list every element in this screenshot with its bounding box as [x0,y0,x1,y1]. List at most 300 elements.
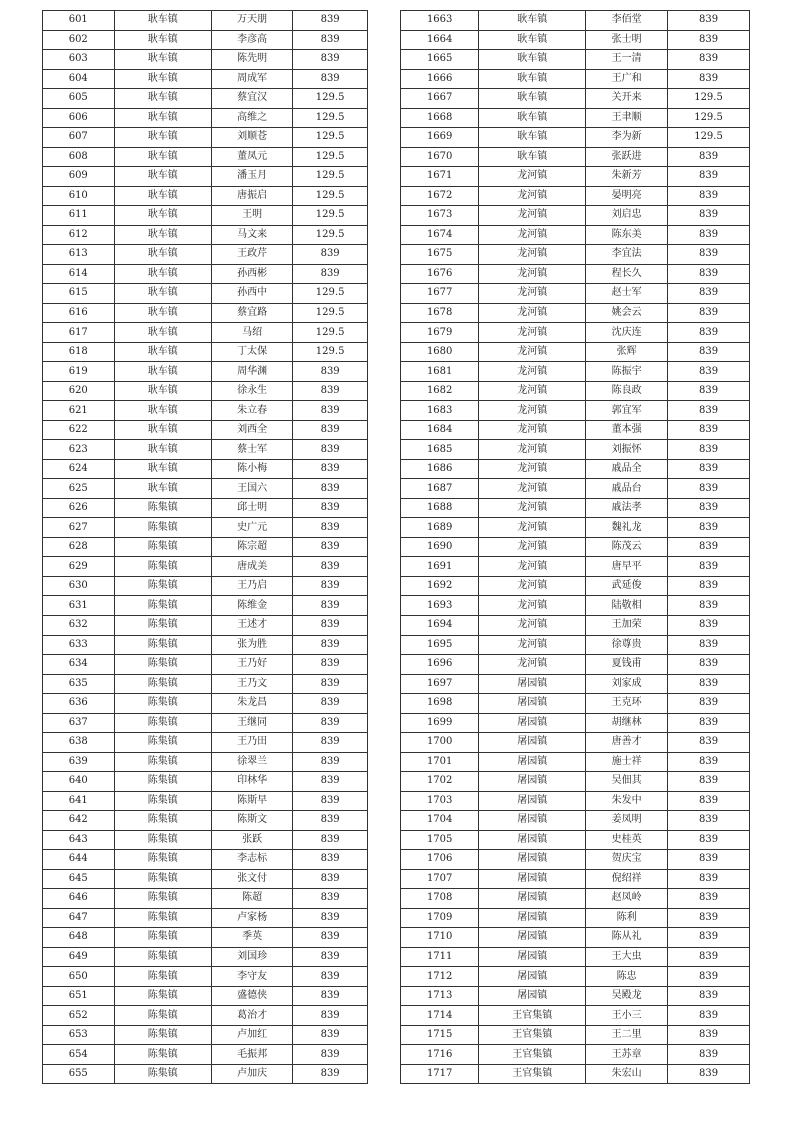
row-number-cell: 619 [43,362,115,382]
row-number-cell: 1682 [401,381,479,401]
town-cell: 龙河镇 [479,615,586,635]
row-number-cell: 1687 [401,479,479,499]
name-cell: 朱立春 [212,401,293,421]
table-row [43,11,368,31]
table-row [43,420,368,440]
row-number-cell: 1690 [401,537,479,557]
name-cell: 王乃田 [212,733,293,753]
town-cell: 耿车镇 [114,245,212,265]
table-row [43,1006,368,1026]
row-number-cell: 1701 [401,752,479,772]
amount-cell: 839 [293,655,368,675]
town-cell: 陈集镇 [114,830,212,850]
town-cell: 耿车镇 [114,128,212,148]
town-cell: 陈集镇 [114,772,212,792]
amount-cell: 839 [668,147,750,167]
name-cell: 张文付 [212,869,293,889]
name-cell: 唐善才 [586,733,668,753]
row-number-cell: 1671 [401,167,479,187]
amount-cell: 839 [668,1006,750,1026]
table-row [401,615,750,635]
row-number-cell: 647 [43,908,115,928]
row-number-cell: 1711 [401,947,479,967]
name-cell: 邱士明 [212,498,293,518]
name-cell: 丁太保 [212,342,293,362]
town-cell: 陈集镇 [114,655,212,675]
amount-cell: 129.5 [293,284,368,304]
amount-cell: 129.5 [293,128,368,148]
row-number-cell: 632 [43,615,115,635]
row-number-cell: 1707 [401,869,479,889]
name-cell: 陈小梅 [212,459,293,479]
amount-cell: 839 [293,69,368,89]
table-row [401,440,750,460]
row-number-cell: 646 [43,889,115,909]
row-number-cell: 1669 [401,128,479,148]
table-row [401,537,750,557]
row-number-cell: 1666 [401,69,479,89]
town-cell: 龙河镇 [479,323,586,343]
town-cell: 屠园镇 [479,674,586,694]
row-number-cell: 648 [43,928,115,948]
amount-cell: 129.5 [668,108,750,128]
row-number-cell: 1673 [401,206,479,226]
amount-cell: 839 [668,928,750,948]
table-row [401,908,750,928]
name-cell: 王继同 [212,713,293,733]
town-cell: 耿车镇 [114,69,212,89]
amount-cell: 839 [668,264,750,284]
row-number-cell: 1705 [401,830,479,850]
name-cell: 陈振宇 [586,362,668,382]
row-number-cell: 1699 [401,713,479,733]
town-cell: 龙河镇 [479,206,586,226]
town-cell: 屠园镇 [479,967,586,987]
town-cell: 耿车镇 [114,225,212,245]
town-cell: 耿车镇 [479,50,586,70]
name-cell: 唐振启 [212,186,293,206]
town-cell: 耿车镇 [114,459,212,479]
name-cell: 王聿顺 [586,108,668,128]
amount-cell: 839 [293,440,368,460]
amount-cell: 129.5 [293,303,368,323]
town-cell: 陈集镇 [114,557,212,577]
town-cell: 龙河镇 [479,342,586,362]
amount-cell: 839 [668,674,750,694]
amount-cell: 839 [293,518,368,538]
amount-cell: 839 [668,811,750,831]
town-cell: 屠园镇 [479,713,586,733]
town-cell: 耿车镇 [114,206,212,226]
row-number-cell: 653 [43,1025,115,1045]
table-row [43,362,368,382]
table-row [401,284,750,304]
name-cell: 周成军 [212,69,293,89]
town-cell: 耿车镇 [114,303,212,323]
name-cell: 万天朋 [212,11,293,31]
table-row [43,596,368,616]
name-cell: 李志标 [212,850,293,870]
town-cell: 龙河镇 [479,459,586,479]
amount-cell: 839 [293,420,368,440]
table-row [43,50,368,70]
row-number-cell: 606 [43,108,115,128]
table-row [401,655,750,675]
amount-cell: 839 [293,615,368,635]
town-cell: 龙河镇 [479,303,586,323]
row-number-cell: 1672 [401,186,479,206]
row-number-cell: 631 [43,596,115,616]
amount-cell: 839 [668,986,750,1006]
name-cell: 张为胜 [212,635,293,655]
town-cell: 耿车镇 [114,342,212,362]
table-row [43,772,368,792]
amount-cell: 129.5 [293,108,368,128]
row-number-cell: 618 [43,342,115,362]
row-number-cell: 615 [43,284,115,304]
table-row [43,694,368,714]
table-row [43,928,368,948]
table-row [43,518,368,538]
row-number-cell: 1685 [401,440,479,460]
table-row [401,11,750,31]
name-cell: 戚品台 [586,479,668,499]
name-cell: 徐尊贵 [586,635,668,655]
amount-cell: 839 [293,830,368,850]
row-number-cell: 1688 [401,498,479,518]
town-cell: 龙河镇 [479,420,586,440]
town-cell: 龙河镇 [479,479,586,499]
town-cell: 陈集镇 [114,928,212,948]
town-cell: 龙河镇 [479,264,586,284]
table-row [401,303,750,323]
amount-cell: 839 [668,869,750,889]
table-row [43,479,368,499]
row-number-cell: 643 [43,830,115,850]
row-number-cell: 1702 [401,772,479,792]
town-cell: 陈集镇 [114,869,212,889]
amount-cell: 839 [293,1064,368,1084]
name-cell: 施士祥 [586,752,668,772]
table-row [401,733,750,753]
table-row [401,811,750,831]
town-cell: 耿车镇 [114,401,212,421]
row-number-cell: 609 [43,167,115,187]
name-cell: 王乃文 [212,674,293,694]
name-cell: 王国六 [212,479,293,499]
name-cell: 刘西全 [212,420,293,440]
table-row [401,713,750,733]
table-row [401,401,750,421]
row-number-cell: 1693 [401,596,479,616]
amount-cell: 839 [668,11,750,31]
row-number-cell: 651 [43,986,115,1006]
amount-cell: 839 [668,889,750,909]
row-number-cell: 624 [43,459,115,479]
table-row [401,1045,750,1065]
table-row [401,206,750,226]
name-cell: 马文来 [212,225,293,245]
amount-cell: 839 [293,245,368,265]
amount-cell: 839 [668,557,750,577]
row-number-cell: 655 [43,1064,115,1084]
name-cell: 吴殿龙 [586,986,668,1006]
town-cell: 屠园镇 [479,772,586,792]
table-row [43,303,368,323]
table-row [43,206,368,226]
name-cell: 陈忠 [586,967,668,987]
table-row [401,420,750,440]
row-number-cell: 1703 [401,791,479,811]
town-cell: 陈集镇 [114,889,212,909]
name-cell: 王小三 [586,1006,668,1026]
amount-cell: 129.5 [293,186,368,206]
row-number-cell: 1681 [401,362,479,382]
name-cell: 刘启忠 [586,206,668,226]
table-row [401,225,750,245]
town-cell: 屠园镇 [479,850,586,870]
table-row [401,362,750,382]
amount-cell: 839 [668,362,750,382]
amount-cell: 839 [668,459,750,479]
town-cell: 龙河镇 [479,537,586,557]
table-row [401,869,750,889]
amount-cell: 839 [293,967,368,987]
table-row [401,381,750,401]
row-number-cell: 604 [43,69,115,89]
amount-cell: 839 [668,576,750,596]
town-cell: 王官集镇 [479,1025,586,1045]
name-cell: 陆敬相 [586,596,668,616]
table-row [43,615,368,635]
row-number-cell: 649 [43,947,115,967]
name-cell: 朱宏山 [586,1064,668,1084]
row-number-cell: 1695 [401,635,479,655]
town-cell: 耿车镇 [114,264,212,284]
name-cell: 李彦高 [212,30,293,50]
table-row [43,986,368,1006]
town-cell: 耿车镇 [479,11,586,31]
table-row [43,869,368,889]
row-number-cell: 628 [43,537,115,557]
name-cell: 姜凤明 [586,811,668,831]
name-cell: 王乃启 [212,576,293,596]
row-number-cell: 616 [43,303,115,323]
amount-cell: 129.5 [293,89,368,109]
amount-cell: 839 [668,518,750,538]
town-cell: 耿车镇 [114,89,212,109]
town-cell: 陈集镇 [114,674,212,694]
amount-cell: 839 [668,1025,750,1045]
row-number-cell: 1691 [401,557,479,577]
table-row [43,186,368,206]
row-number-cell: 1686 [401,459,479,479]
town-cell: 耿车镇 [114,50,212,70]
town-cell: 耿车镇 [114,108,212,128]
name-cell: 程长久 [586,264,668,284]
name-cell: 卢加红 [212,1025,293,1045]
name-cell: 王苏章 [586,1045,668,1065]
town-cell: 王官集镇 [479,1064,586,1084]
table-row [401,518,750,538]
town-cell: 屠园镇 [479,811,586,831]
name-cell: 王一清 [586,50,668,70]
town-cell: 王官集镇 [479,1045,586,1065]
row-number-cell: 1676 [401,264,479,284]
table-row [43,1045,368,1065]
table-row [401,479,750,499]
right-table-body [401,11,750,1084]
name-cell: 徐永生 [212,381,293,401]
amount-cell: 839 [293,713,368,733]
name-cell: 陈超 [212,889,293,909]
name-cell: 陈茂云 [586,537,668,557]
name-cell: 关开来 [586,89,668,109]
name-cell: 王政芹 [212,245,293,265]
amount-cell: 839 [668,830,750,850]
amount-cell: 839 [293,733,368,753]
amount-cell: 839 [668,967,750,987]
row-number-cell: 1708 [401,889,479,909]
row-number-cell: 622 [43,420,115,440]
name-cell: 李宜法 [586,245,668,265]
name-cell: 王大虫 [586,947,668,967]
town-cell: 耿车镇 [479,108,586,128]
name-cell: 魏礼龙 [586,518,668,538]
row-number-cell: 1716 [401,1045,479,1065]
amount-cell: 839 [293,11,368,31]
table-row [401,947,750,967]
row-number-cell: 1697 [401,674,479,694]
name-cell: 朱新芳 [586,167,668,187]
name-cell: 周华渊 [212,362,293,382]
amount-cell: 839 [668,381,750,401]
amount-cell: 839 [293,576,368,596]
table-row [43,752,368,772]
row-number-cell: 623 [43,440,115,460]
amount-cell: 839 [293,772,368,792]
amount-cell: 839 [293,459,368,479]
amount-cell: 839 [293,791,368,811]
table-row [401,323,750,343]
amount-cell: 839 [293,694,368,714]
table-row [43,1025,368,1045]
amount-cell: 839 [668,498,750,518]
town-cell: 陈集镇 [114,908,212,928]
table-row [43,557,368,577]
amount-cell: 839 [293,869,368,889]
table-row [43,967,368,987]
table-row [401,342,750,362]
row-number-cell: 1704 [401,811,479,831]
row-number-cell: 1684 [401,420,479,440]
amount-cell: 839 [293,752,368,772]
name-cell: 姚会云 [586,303,668,323]
table-row [43,459,368,479]
name-cell: 唐成美 [212,557,293,577]
table-row [43,889,368,909]
row-number-cell: 1700 [401,733,479,753]
table-row [43,498,368,518]
amount-cell: 839 [293,986,368,1006]
town-cell: 耿车镇 [114,147,212,167]
amount-cell: 839 [668,69,750,89]
name-cell: 蔡宜路 [212,303,293,323]
table-row [401,635,750,655]
town-cell: 耿车镇 [114,186,212,206]
table-row [43,713,368,733]
name-cell: 陈先明 [212,50,293,70]
amount-cell: 839 [668,323,750,343]
row-number-cell: 639 [43,752,115,772]
amount-cell: 129.5 [293,206,368,226]
amount-cell: 839 [668,908,750,928]
table-row [401,1006,750,1026]
row-number-cell: 1696 [401,655,479,675]
amount-cell: 839 [293,889,368,909]
name-cell: 刘顺苍 [212,128,293,148]
town-cell: 陈集镇 [114,811,212,831]
town-cell: 耿车镇 [114,420,212,440]
amount-cell: 129.5 [293,167,368,187]
table-row [401,967,750,987]
row-number-cell: 1689 [401,518,479,538]
name-cell: 张辉 [586,342,668,362]
amount-cell: 839 [668,537,750,557]
name-cell: 戚品全 [586,459,668,479]
name-cell: 倪绍祥 [586,869,668,889]
name-cell: 王乃好 [212,655,293,675]
row-number-cell: 614 [43,264,115,284]
town-cell: 龙河镇 [479,440,586,460]
town-cell: 陈集镇 [114,752,212,772]
town-cell: 龙河镇 [479,225,586,245]
table-row [43,811,368,831]
town-cell: 龙河镇 [479,362,586,382]
table-row [43,947,368,967]
row-number-cell: 603 [43,50,115,70]
amount-cell: 839 [668,1064,750,1084]
town-cell: 陈集镇 [114,635,212,655]
name-cell: 蔡宜汉 [212,89,293,109]
name-cell: 毛振邦 [212,1045,293,1065]
amount-cell: 839 [668,167,750,187]
table-row [401,557,750,577]
table-row [43,655,368,675]
table-row [43,108,368,128]
table-row [43,850,368,870]
amount-cell: 839 [668,615,750,635]
amount-cell: 839 [668,655,750,675]
amount-cell: 839 [668,420,750,440]
town-cell: 陈集镇 [114,733,212,753]
table-row [401,69,750,89]
row-number-cell: 1675 [401,245,479,265]
table-row [401,928,750,948]
amount-cell: 839 [668,186,750,206]
name-cell: 陈宗超 [212,537,293,557]
table-row [401,850,750,870]
table-row [43,225,368,245]
row-number-cell: 1674 [401,225,479,245]
name-cell: 葛治才 [212,1006,293,1026]
name-cell: 胡继林 [586,713,668,733]
town-cell: 陈集镇 [114,596,212,616]
table-row [401,596,750,616]
table-row [401,167,750,187]
row-number-cell: 621 [43,401,115,421]
name-cell: 孙西中 [212,284,293,304]
